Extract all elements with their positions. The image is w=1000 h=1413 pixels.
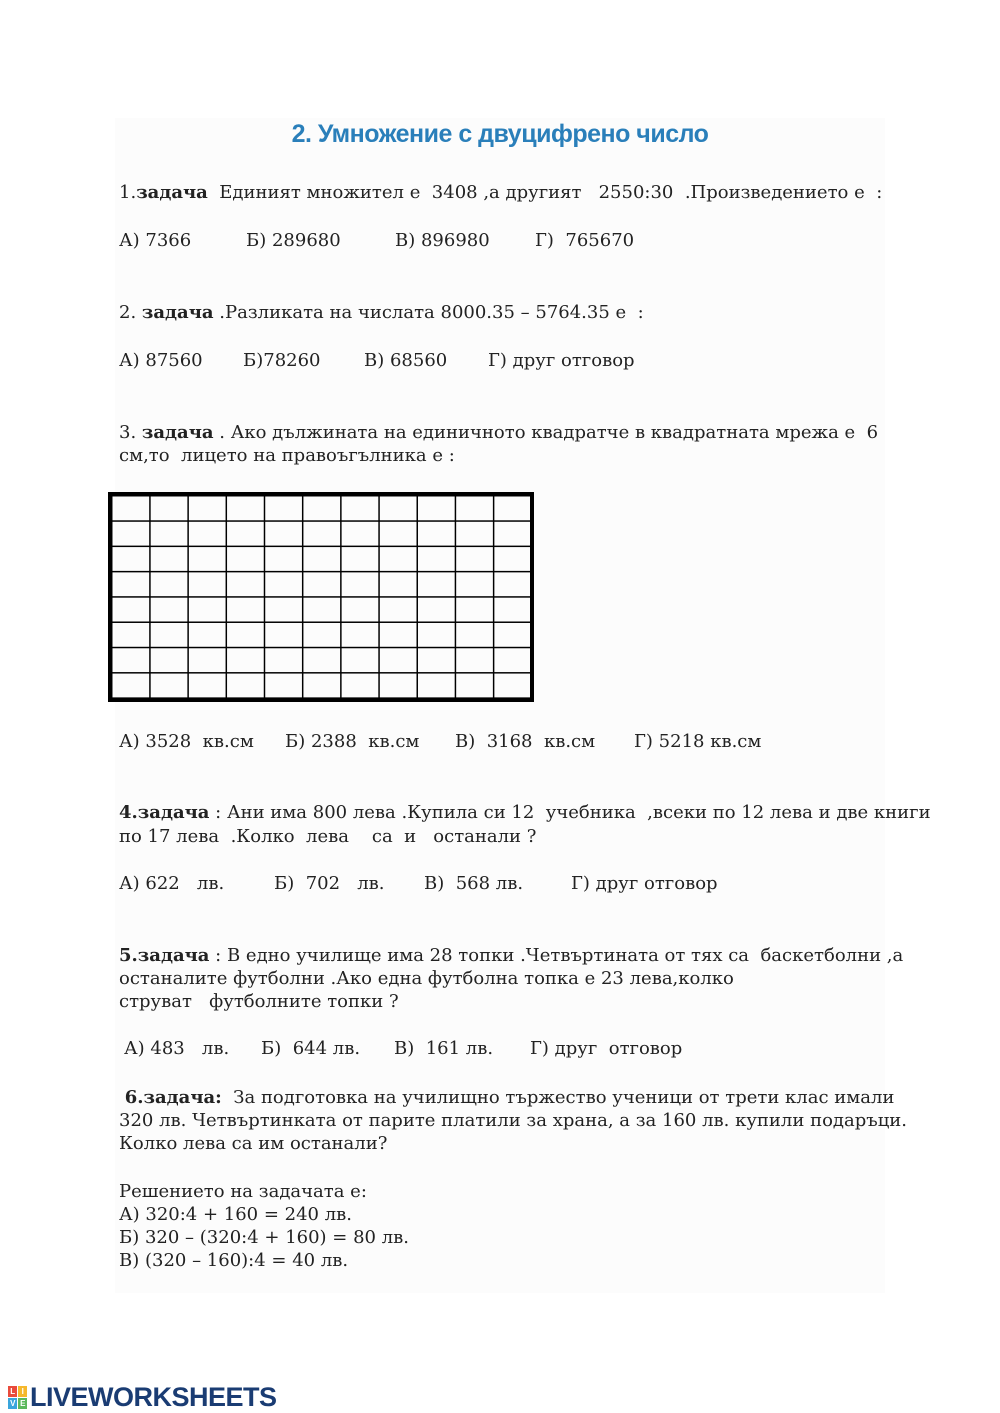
- task-2-option-c[interactable]: В) 68560: [364, 350, 448, 371]
- task-3-text: . Ако дължината на единичното квадратче в квадратната мрежа е 6: [213, 422, 879, 443]
- task-3-prefix: 3.: [119, 422, 142, 443]
- liveworksheets-mark-icon: L I V E: [8, 1386, 27, 1409]
- task-4-option-b[interactable]: Б) 702 лв.: [274, 873, 385, 894]
- task-3-option-c[interactable]: В) 3168 кв.см: [455, 731, 596, 752]
- task-3-question: [119, 421, 878, 444]
- task-6-text: За подготовка на училищно тържество ученици от трети клас имали: [221, 1087, 895, 1108]
- task-2-option-d[interactable]: Г) друг отговор: [488, 350, 635, 371]
- task-1-option-a[interactable]: А) 7366: [119, 230, 192, 251]
- task-3-label: задача: [141, 422, 214, 443]
- square-grid: [108, 492, 534, 702]
- task-6-label: 6.задача:: [124, 1087, 222, 1108]
- task-5-option-a[interactable]: А) 483 лв.: [124, 1038, 230, 1059]
- task-4-label: 4.задача: [119, 802, 210, 823]
- task-4-option-a[interactable]: А) 622 лв.: [119, 873, 225, 894]
- task-1-prefix: 1.: [119, 182, 137, 203]
- task-1-option-c[interactable]: В) 896980: [395, 230, 490, 251]
- task-4-question-line2: по 17 лева .Колко лева са и останали ?: [119, 826, 537, 847]
- task-6-question-line2: 320 лв. Четвъртинката от парите платили за храна, а за 160 лв. купили подаръци.: [119, 1110, 908, 1131]
- task-6-option-c[interactable]: В) (320 – 160):4 = 40 лв.: [119, 1250, 349, 1271]
- liveworksheets-brand: LIVEWORKSHEETS: [30, 1381, 277, 1412]
- task-1-option-b[interactable]: Б) 289680: [246, 230, 341, 251]
- task-1-option-d[interactable]: Г) 765670: [535, 230, 635, 251]
- task-5-option-c[interactable]: В) 161 лв.: [394, 1038, 494, 1059]
- task-5-question-line2: останалите футболни .Ако една футболна топка е 23 лева,колко: [119, 968, 734, 989]
- task-4-option-d[interactable]: Г) друг отговор: [571, 873, 718, 894]
- task-6-solution-label: Решението на задачата е:: [119, 1181, 367, 1202]
- task-2-label: задача: [141, 302, 214, 323]
- task-2-prefix: 2.: [119, 302, 142, 323]
- task-4-option-c[interactable]: В) 568 лв.: [424, 873, 524, 894]
- task-2-option-a[interactable]: А) 87560: [119, 350, 203, 371]
- task-2-text: .Разликата на числата 8000.35 – 5764.35 е :: [213, 302, 644, 323]
- task-3-option-d[interactable]: Г) 5218 кв.см: [634, 731, 762, 752]
- task-6-option-b[interactable]: Б) 320 – (320:4 + 160) = 80 лв.: [119, 1227, 410, 1248]
- task-1-text: Единият множител е 3408 ,а другият 2550:30 .Произведението е :: [207, 182, 883, 203]
- task-6-question-line3: Колко лева са им останали?: [119, 1133, 388, 1154]
- task-3-option-a[interactable]: А) 3528 кв.см: [119, 731, 254, 752]
- task-3-question-line2: см,то лицето на правоъгълника е :: [119, 445, 455, 466]
- page-title: 2. Умножение с двуцифрено число: [291, 120, 709, 148]
- task-4-text: : Ани има 800 лева .Купила си 12 учебника ,всеки по 12 лева и две книги: [209, 802, 931, 823]
- task-5-option-d[interactable]: Г) друг отговор: [530, 1038, 683, 1059]
- liveworksheets-logo[interactable]: [8, 1382, 277, 1412]
- task-1-question: [119, 181, 882, 204]
- task-5-option-b[interactable]: Б) 644 лв.: [261, 1038, 361, 1059]
- task-2-option-b[interactable]: Б)78260: [243, 350, 321, 371]
- task-5-label: 5.задача: [119, 945, 210, 966]
- task-3-option-b[interactable]: Б) 2388 кв.см: [285, 731, 420, 752]
- task-5-text: : В едно училище има 28 топки .Четвъртината от тях са баскетболни ,а: [209, 945, 904, 966]
- task-6-option-a[interactable]: А) 320:4 + 160 = 240 лв.: [119, 1204, 353, 1225]
- task-5-question-line3: струват футболните топки ?: [119, 991, 399, 1012]
- task-1-label: задача: [136, 182, 208, 203]
- task-2-question: [119, 301, 644, 324]
- task-5-question: [119, 944, 903, 967]
- task-4-question: [119, 801, 931, 824]
- task-6-question: [119, 1086, 894, 1109]
